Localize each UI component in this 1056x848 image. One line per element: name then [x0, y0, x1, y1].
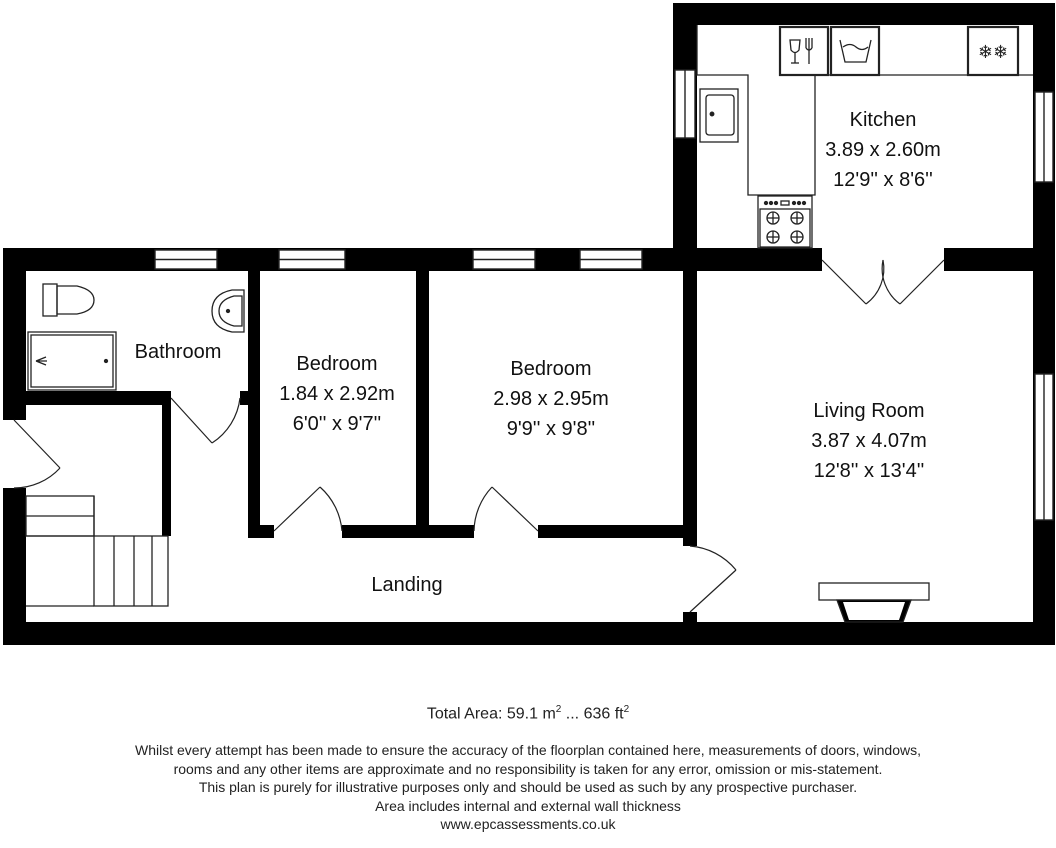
bedroom-1-metric: 1.84 x 2.92m [279, 383, 395, 405]
kitchen-name: Kitchen [849, 109, 917, 131]
landing-name: Landing [371, 574, 443, 596]
windows [155, 70, 1053, 520]
disclaimer [0, 741, 1056, 834]
bedroom-2-imperial: 9'9'' x 9'8'' [506, 418, 596, 440]
hob-icon [760, 201, 810, 247]
website-link[interactable]: www.epcassessments.co.uk [440, 816, 616, 832]
kitchen-metric: 3.89 x 2.60m [825, 139, 941, 161]
dishwasher-icon [780, 27, 828, 75]
total-area-imperial: ... 636 ft [561, 705, 624, 723]
disclaimer-line: This plan is purely for illustrative purposes only and should be used as such by any prospective purchaser. [198, 779, 858, 795]
fireplace-icon [819, 583, 929, 622]
svg-text:❄❄: ❄❄ [977, 42, 1009, 63]
doors [14, 260, 944, 612]
kitchen-fittings [697, 25, 1033, 248]
bathroom-fittings [28, 284, 244, 390]
sink-icon [700, 89, 738, 142]
bedroom-1-name: Bedroom [296, 353, 378, 375]
walls [3, 3, 1055, 645]
living-room-name: Living Room [813, 400, 925, 422]
toilet-icon [43, 284, 94, 316]
total-area [0, 704, 1056, 723]
total-area-imperial-sup: 2 [623, 704, 630, 715]
disclaimer-line: Area includes internal and external wall thickness [375, 797, 681, 814]
total-area-metric-sup: 2 [555, 704, 562, 715]
bathroom-name: Bathroom [134, 341, 222, 363]
stairs [26, 496, 168, 606]
basin-icon [212, 290, 244, 332]
living-room-imperial: 12'8'' x 13'4'' [813, 460, 925, 482]
bedroom-2-metric: 2.98 x 2.95m [493, 388, 609, 410]
kitchen-imperial: 12'9'' x 8'6'' [833, 169, 933, 191]
total-area-metric: Total Area: 59.1 m [426, 705, 556, 723]
shower-tray-icon [28, 332, 116, 390]
living-room-metric: 3.87 x 4.07m [811, 430, 927, 452]
fridge-freezer-icon [968, 27, 1018, 75]
washing-machine-icon [831, 27, 879, 75]
bedroom-1-imperial: 6'0'' x 9'7'' [292, 413, 382, 435]
disclaimer-line: rooms and any other items are approximate and no responsibility is taken for any error, omission or mis-statement. [173, 760, 883, 777]
bedroom-2-name: Bedroom [510, 358, 592, 380]
disclaimer-line: Whilst every attempt has been made to ensure the accuracy of the floorplan contained here, measurements of doors, windows, [135, 742, 921, 758]
